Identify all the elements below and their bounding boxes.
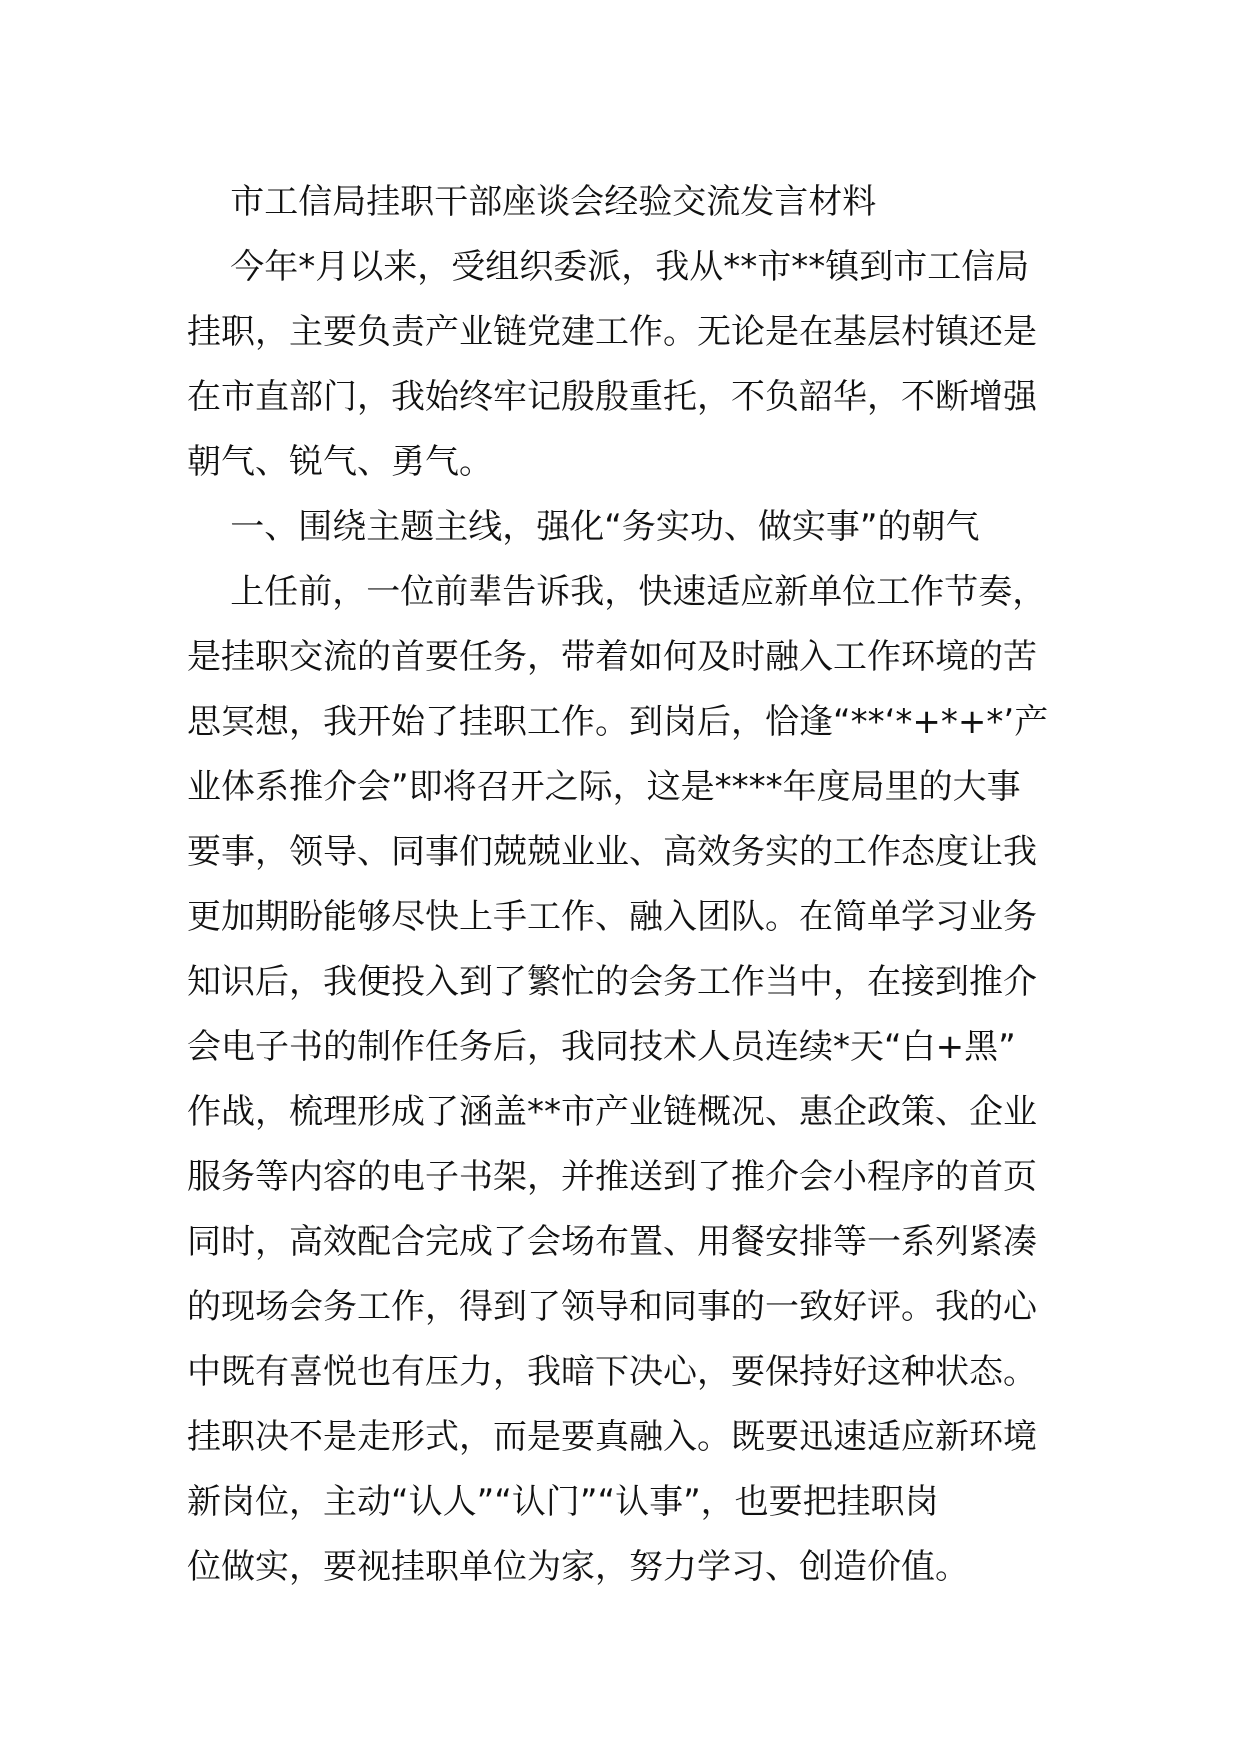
paragraph-line: 知识后，我便投入到了繁忙的会务工作当中，在接到推介 [187, 962, 1037, 1002]
paragraph-line: 今年*月以来，受组织委派，我从**市**镇到市工信局 [187, 247, 1030, 287]
paragraph-line: 更加期盼能够尽快上手工作、融入团队。在简单学习业务 [187, 897, 1037, 937]
paragraph-line: 服务等内容的电子书架，并推送到了推介会小程序的首页 [187, 1157, 1037, 1197]
paragraph-line: 作战，梳理形成了涵盖**市产业链概况、惠企政策、企业 [187, 1092, 1037, 1132]
document-body [187, 170, 1067, 1600]
paragraph-line: 的现场会务工作，得到了领导和同事的一致好评。我的心 [187, 1287, 1037, 1327]
document-title: 市工信局挂职干部座谈会经验交流发言材料 [187, 182, 877, 222]
paragraph-line: 思冥想，我开始了挂职工作。到岗后，恰逢“**‘*+*+*’产 [187, 702, 1049, 742]
paragraph-line: 位做实，要视挂职单位为家，努力学习、创造价值。 [187, 1547, 969, 1587]
paragraph-line: 在市直部门，我始终牢记殷殷重托，不负韶华，不断增强 [187, 377, 1037, 417]
paragraph-line: 新岗位，主动“认人”“认门”“认事”，也要把挂职岗 [187, 1482, 939, 1522]
paragraph-line: 业体系推介会”即将召开之际，这是****年度局里的大事 [187, 767, 1021, 807]
paragraph-line: 上任前，一位前辈告诉我，快速适应新单位工作节奏， [187, 572, 1047, 612]
paragraph-line: 是挂职交流的首要任务，带着如何及时融入工作环境的苦 [187, 637, 1037, 677]
paragraph-line: 中既有喜悦也有压力，我暗下决心，要保持好这种状态。 [187, 1352, 1037, 1392]
paragraph-line: 朝气、锐气、勇气。 [187, 442, 493, 482]
paragraph-line: 挂职决不是走形式，而是要真融入。既要迅速适应新环境 [187, 1417, 1037, 1457]
section-heading: 一、围绕主题主线，强化“务实功、做实事”的朝气 [187, 507, 980, 547]
paragraph-line: 挂职，主要负责产业链党建工作。无论是在基层村镇还是 [187, 312, 1037, 352]
paragraph-line: 同时，高效配合完成了会场布置、用餐安排等一系列紧凑 [187, 1222, 1037, 1262]
paragraph-line: 会电子书的制作任务后，我同技术人员连续*天“白+黑” [187, 1027, 1016, 1067]
paragraph-line: 要事，领导、同事们兢兢业业、高效务实的工作态度让我 [187, 832, 1037, 872]
